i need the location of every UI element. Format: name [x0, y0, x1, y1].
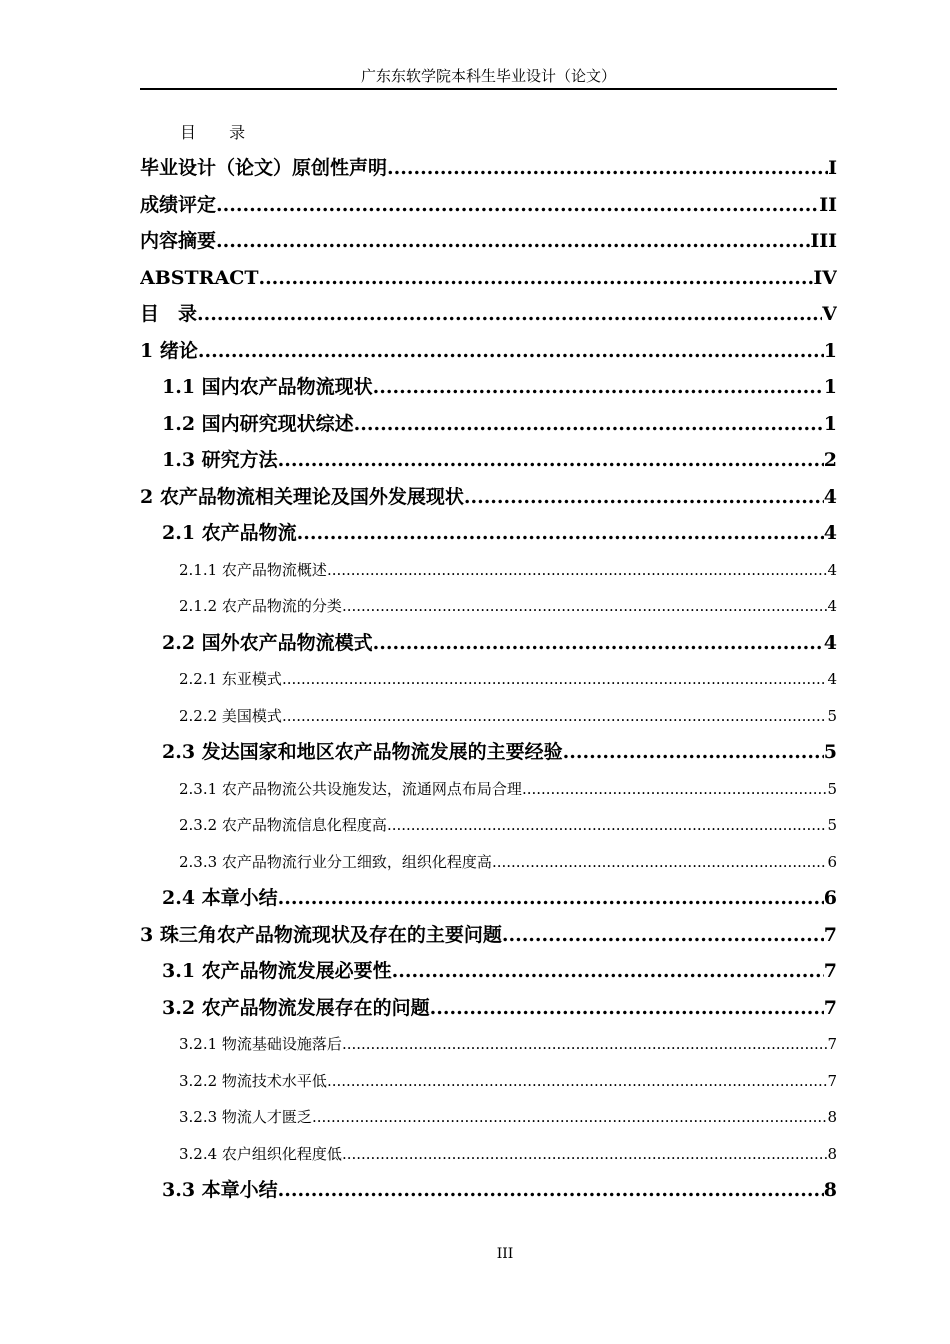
toc-entry[interactable]: [140, 771, 837, 808]
toc-dot-leader: [278, 442, 824, 479]
toc-dot-leader: [278, 1172, 824, 1209]
toc-entry-page: 4: [823, 522, 837, 544]
toc-entry-title: 2.2.2 美国模式: [179, 706, 282, 725]
toc-dot-leader: [327, 1063, 828, 1100]
toc-dot-leader: [342, 1136, 828, 1173]
toc-entry-title: 1.3 研究方法: [162, 449, 278, 471]
toc-dot-leader: [430, 990, 824, 1027]
toc-dot-leader: [373, 625, 824, 662]
toc-dot-leader: [198, 333, 824, 370]
toc-entry-page: 5: [827, 816, 837, 834]
toc-dot-leader: [387, 150, 828, 187]
toc-dot-leader: [342, 588, 828, 625]
toc-entry[interactable]: [140, 515, 837, 552]
page-number: III: [496, 1246, 514, 1262]
toc-entry[interactable]: [140, 1136, 837, 1173]
toc-entry[interactable]: [140, 333, 837, 370]
toc-dot-leader: [354, 406, 824, 443]
toc-dot-leader: [342, 1026, 828, 1063]
toc-entry-title: 3.2.1 物流基础设施落后: [179, 1035, 342, 1053]
toc-entry[interactable]: [140, 625, 837, 662]
toc-entry-page: 1: [823, 376, 837, 398]
toc-entry[interactable]: [140, 698, 837, 735]
toc-entry-page: 1: [823, 339, 837, 362]
toc-entry-page: 4: [823, 631, 837, 654]
toc-entry[interactable]: [140, 150, 837, 187]
toc-entry[interactable]: [140, 807, 837, 844]
toc-entry-page: 7: [827, 1035, 837, 1053]
toc-dot-leader: [492, 844, 828, 881]
toc-entry-title: 2.2 国外农产品物流模式: [162, 631, 373, 654]
toc-entry-title: 2.3.2 农产品物流信息化程度高: [179, 816, 387, 834]
toc-entry-title: 3.3 本章小结: [162, 1179, 278, 1201]
toc-entry[interactable]: [140, 844, 837, 881]
toc-entry-title: 3.2.2 物流技术水平低: [179, 1071, 327, 1090]
toc-entry[interactable]: [140, 442, 837, 479]
toc-entry-page: V: [822, 303, 837, 325]
toc-dot-leader: [522, 771, 828, 808]
toc-entry-page: 2: [823, 449, 837, 471]
toc-dot-leader: [464, 479, 824, 516]
toc-entry-page: 7: [823, 996, 837, 1019]
toc-entry-title: 2.3.3 农产品物流行业分工细致，组织化程度高: [179, 852, 492, 871]
toc-entry[interactable]: [140, 1099, 837, 1136]
toc-dot-leader: [258, 260, 813, 297]
toc-dot-leader: [282, 698, 828, 735]
toc-entry-page: 5: [827, 706, 837, 725]
toc-entry-page: 7: [827, 1071, 837, 1090]
toc-entry[interactable]: [140, 588, 837, 625]
toc-entry-title: 3.2 农产品物流发展存在的问题: [162, 996, 430, 1019]
toc-entry-title: 1.1 国内农产品物流现状: [162, 376, 373, 398]
toc-dot-leader: [502, 917, 824, 954]
toc-entry-page: 4: [823, 485, 837, 508]
toc-entry[interactable]: [140, 260, 837, 297]
toc-entry-title: 目 录: [140, 303, 198, 325]
toc-entry-page: 5: [827, 779, 837, 798]
toc-dot-leader: [373, 369, 824, 406]
toc-entry-page: I: [828, 157, 837, 179]
toc-entry[interactable]: [140, 1026, 837, 1063]
toc-dot-leader: [216, 187, 819, 224]
toc-entry-page: 6: [827, 852, 837, 871]
toc-entry-title: 3.1 农产品物流发展必要性: [162, 960, 392, 982]
toc-entry[interactable]: [140, 880, 837, 917]
toc-dot-leader: [563, 734, 824, 771]
toc-entry-page: 7: [823, 960, 837, 982]
toc-entry-page: IV: [813, 266, 837, 289]
toc-entry-title: 2.2.1 东亚模式: [179, 670, 282, 688]
toc-entry[interactable]: [140, 734, 837, 771]
toc-entry-title: 内容摘要: [140, 230, 217, 252]
toc-dot-leader: [312, 1099, 828, 1136]
toc-entry-title: 1.2 国内研究现状综述: [162, 412, 354, 435]
toc-entry-page: 8: [827, 1144, 837, 1163]
toc-entry-page: 4: [827, 597, 837, 615]
toc-entry-page: II: [819, 193, 837, 216]
toc-entry-page: 5: [823, 741, 837, 763]
toc-entry-title: 2.4 本章小结: [162, 887, 278, 909]
toc-heading: 目 录: [180, 123, 260, 142]
toc-entry-title: 成绩评定: [140, 193, 217, 216]
toc-entry-page: 8: [823, 1179, 837, 1201]
toc-entry-page: III: [810, 230, 837, 252]
toc-entry[interactable]: [140, 369, 837, 406]
toc-dot-leader: [278, 880, 824, 917]
toc-entry[interactable]: [140, 917, 837, 954]
toc-entry-title: 2.1.2 农产品物流的分类: [179, 597, 342, 615]
toc-entry[interactable]: [140, 223, 837, 260]
toc-entry-title: 2.3.1 农产品物流公共设施发达，流通网点布局合理: [179, 779, 522, 798]
toc-dot-leader: [282, 661, 828, 698]
toc-entry[interactable]: [140, 1063, 837, 1100]
toc-entry[interactable]: [140, 406, 837, 443]
toc-entry-title: 1 绪论: [140, 339, 198, 362]
toc-dot-leader: [216, 223, 810, 260]
toc-entry-page: 4: [827, 560, 837, 579]
toc-entry-page: 1: [823, 412, 837, 435]
toc-entry-title: ABSTRACT: [140, 266, 259, 289]
toc-dot-leader: [327, 552, 828, 589]
toc-dot-leader: [392, 953, 824, 990]
toc-entry-title: 2.1 农产品物流: [162, 522, 297, 544]
toc-entry[interactable]: [140, 187, 837, 224]
page-header: 广东东软学院本科生毕业设计（论文）: [140, 64, 837, 90]
toc-entry-page: 6: [823, 887, 837, 909]
toc-entry-title: 2.1.1 农产品物流概述: [179, 560, 327, 579]
toc-entry-page: 8: [827, 1108, 837, 1126]
toc-entry[interactable]: [140, 953, 837, 990]
toc-entry-title: 2 农产品物流相关理论及国外发展现状: [140, 485, 464, 508]
toc-entry[interactable]: [140, 1172, 837, 1209]
toc-dot-leader: [197, 296, 822, 333]
toc-entry-title: 3.2.4 农户组织化程度低: [179, 1144, 342, 1163]
toc-entry-title: 2.3 发达国家和地区农产品物流发展的主要经验: [162, 741, 563, 763]
toc-dot-leader: [387, 807, 828, 844]
toc-entry[interactable]: [140, 296, 837, 333]
toc-entry[interactable]: [140, 479, 837, 516]
toc-entry-title: 3.2.3 物流人才匮乏: [179, 1108, 312, 1126]
toc-entry-page: 7: [823, 923, 837, 946]
toc-entry[interactable]: [140, 661, 837, 698]
toc-entry-title: 毕业设计（论文）原创性声明: [140, 157, 388, 179]
toc-entry-page: 4: [827, 670, 837, 688]
toc-dot-leader: [297, 515, 824, 552]
toc-entry-title: 3 珠三角农产品物流现状及存在的主要问题: [140, 923, 502, 946]
toc-entry[interactable]: [140, 552, 837, 589]
table-of-contents: [140, 150, 837, 1209]
toc-entry[interactable]: [140, 990, 837, 1027]
